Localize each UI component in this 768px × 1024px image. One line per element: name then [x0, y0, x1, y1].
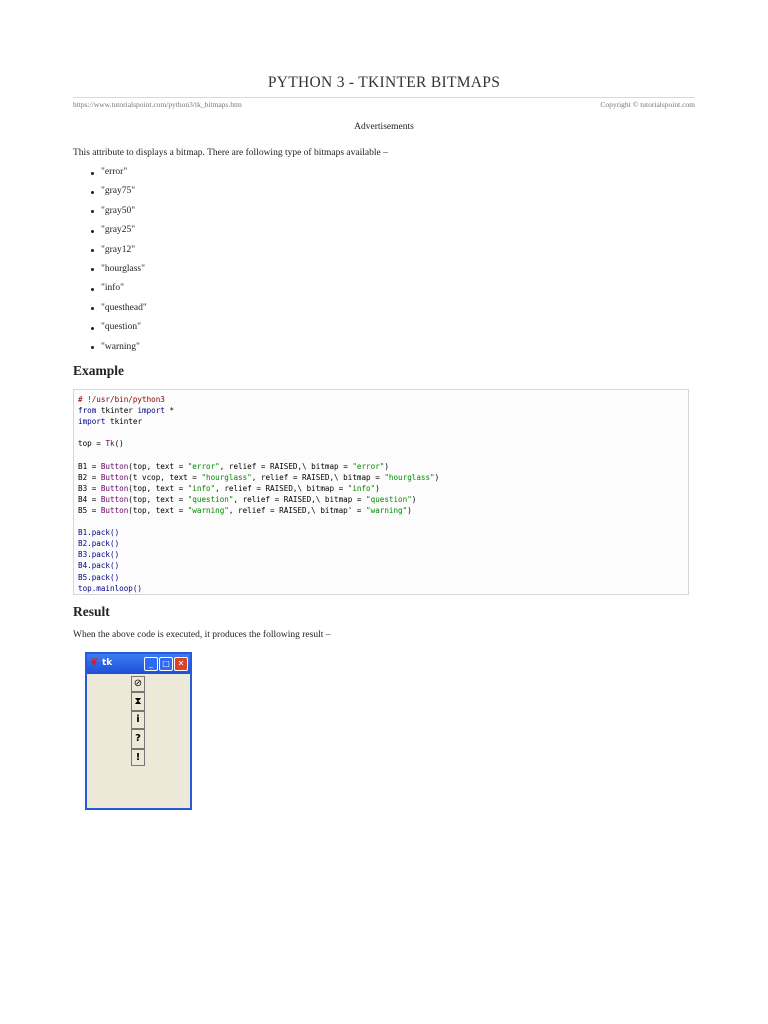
code-line	[78, 583, 684, 594]
code-line	[78, 494, 684, 505]
code-keyword: top.mainloop()	[78, 583, 143, 593]
page-title: PYTHON 3 - TKINTER BITMAPS	[267, 74, 501, 91]
list-item: "gray25"	[101, 221, 147, 240]
code-text: )	[384, 461, 389, 471]
code-string: "error"	[187, 461, 220, 471]
code-line	[78, 394, 684, 405]
code-keyword: B2.pack()	[78, 539, 120, 549]
code-text: (top, text =	[128, 461, 188, 471]
code-block[interactable]	[73, 389, 689, 595]
list-item: "warning"	[101, 338, 147, 357]
code-text: B1 =	[78, 461, 101, 471]
code-text: )	[375, 483, 380, 493]
list-item: "gray12"	[101, 241, 147, 260]
code-line	[78, 549, 684, 560]
code-line-blank	[78, 427, 684, 438]
header-divider	[73, 97, 695, 98]
code-line	[78, 572, 684, 583]
code-line	[78, 405, 684, 416]
code-function: Button	[100, 472, 129, 482]
code-keyword: import	[78, 417, 106, 427]
bitmap-list	[73, 163, 147, 357]
code-text: tkinter	[96, 406, 138, 416]
code-keyword: B4.pack()	[78, 561, 120, 571]
code-text: )	[411, 494, 417, 504]
code-string: "warning"	[187, 505, 229, 515]
code-text: )	[434, 472, 440, 482]
tk-window-body	[87, 674, 190, 808]
list-item: "info"	[101, 279, 147, 298]
result-paragraph: When the above code is executed, it produces the following result –	[73, 630, 331, 640]
code-string: "error"	[352, 461, 385, 471]
code-keyword: B1.pack()	[78, 528, 120, 538]
question-bitmap-icon[interactable]: ?	[131, 729, 145, 749]
code-keyword: from	[78, 406, 97, 416]
result-heading: Result	[73, 604, 110, 619]
code-line	[78, 483, 684, 494]
code-text: (t vcop, text =	[128, 472, 202, 482]
code-line	[78, 560, 684, 571]
error-bitmap-icon[interactable]: ⊘	[131, 676, 145, 692]
example-heading: Example	[73, 363, 125, 378]
page-url[interactable]: https://www.tutorialspoint.com/python3/tk_bitmaps.htm	[73, 100, 242, 109]
minimize-icon[interactable]: _	[144, 657, 158, 671]
copyright-notice: Copyright © tutorialspoint.com	[600, 100, 695, 109]
tk-window-screenshot	[85, 652, 192, 810]
code-text: , relief = RAISED,\ bitmap =	[219, 461, 353, 471]
code-line	[78, 527, 684, 538]
code-text: , relief = RAISED,\ bitmap' =	[228, 505, 367, 515]
code-text: , relief = RAISED,\ bitmap =	[233, 494, 367, 504]
code-text: ()	[114, 439, 124, 449]
code-line	[78, 461, 684, 472]
code-line-blank	[78, 449, 684, 460]
list-item: "hourglass"	[101, 260, 147, 279]
code-text: (top, text =	[128, 494, 188, 504]
tk-title-bar	[87, 654, 190, 674]
code-text: B2 =	[78, 472, 101, 482]
code-string: "info"	[347, 483, 376, 493]
advertisements-label: Advertisements	[354, 122, 414, 132]
code-line	[78, 472, 684, 483]
tk-window-title: tk	[102, 658, 113, 668]
code-text: (top, text =	[128, 483, 188, 493]
code-text: B5 =	[78, 505, 101, 515]
warning-bitmap-icon[interactable]: !	[131, 749, 145, 766]
maximize-icon[interactable]: □	[159, 657, 173, 671]
code-function: Button	[100, 483, 129, 493]
code-string: "hourglass"	[201, 472, 252, 482]
code-text: B4 =	[78, 494, 101, 504]
code-keyword: B5.pack()	[78, 572, 120, 582]
code-line	[78, 438, 684, 449]
code-text: )	[407, 505, 412, 515]
code-line	[78, 416, 684, 427]
code-text: tkinter	[105, 417, 143, 427]
list-item: "question"	[101, 318, 147, 337]
intro-paragraph: This attribute to displays a bitmap. There are following type of bitmaps available –	[73, 148, 388, 158]
code-line-blank	[78, 516, 684, 527]
code-line	[78, 538, 684, 549]
feather-icon: ❦	[90, 657, 99, 668]
code-keyword: import	[137, 406, 165, 416]
code-keyword: B3.pack()	[78, 550, 120, 560]
close-icon[interactable]: ✕	[174, 657, 188, 671]
code-string: "info"	[187, 483, 216, 493]
info-bitmap-icon[interactable]: i	[131, 711, 145, 729]
code-comment: # !/usr/bin/python3	[78, 395, 165, 404]
code-text: *	[164, 406, 175, 416]
code-string: "hourglass"	[384, 472, 435, 482]
list-item: "gray75"	[101, 182, 147, 201]
code-string: "question"	[187, 494, 234, 504]
hourglass-bitmap-icon[interactable]: ⧗	[131, 692, 145, 711]
code-text: B3 =	[78, 483, 101, 493]
code-text: , relief = RAISED,\ bitmap =	[251, 472, 385, 482]
code-string: "question"	[366, 494, 412, 504]
list-item: "gray50"	[101, 202, 147, 221]
code-function: Button	[100, 505, 129, 515]
list-item: "error"	[101, 163, 147, 182]
code-text: , relief = RAISED,\ bitmap =	[215, 483, 348, 493]
code-text: top =	[78, 439, 106, 449]
code-function: Button	[100, 461, 129, 471]
code-function: Tk	[105, 439, 115, 449]
code-string: "warning"	[366, 505, 408, 515]
code-function: Button	[100, 494, 129, 504]
code-line	[78, 505, 684, 516]
list-item: "questhead"	[101, 299, 147, 318]
code-text: (top, text =	[128, 505, 188, 515]
